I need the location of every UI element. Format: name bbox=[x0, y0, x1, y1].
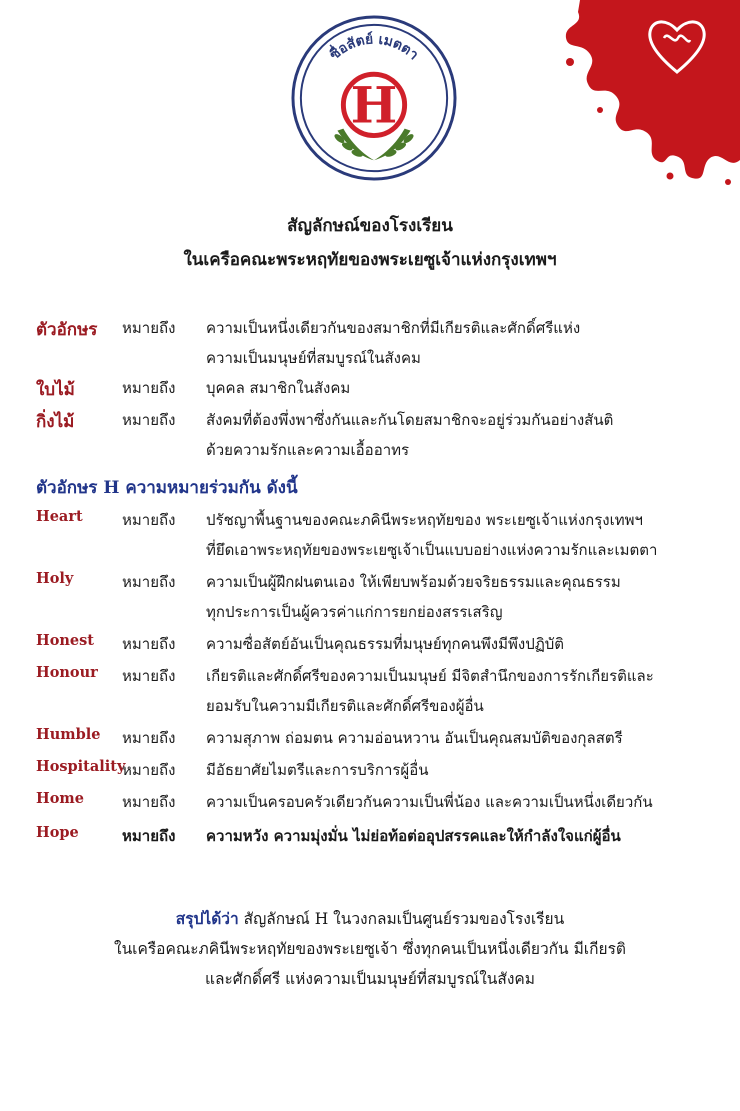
emblem-letter: H bbox=[350, 76, 398, 135]
h-word-row bbox=[0, 790, 740, 816]
symbol-row bbox=[0, 316, 740, 342]
symbol-desc: ความเป็นหนึ่งเดียวกันของสมาชิกที่มีเกียรติและศักดิ์ศรีแห่ง bbox=[206, 319, 581, 337]
h-word-desc: ความสุภาพ ถ่อมตน ความอ่อนหวาน อันเป็นคุณสมบัติของกุลสตรี bbox=[206, 729, 623, 747]
h-word-row bbox=[0, 508, 740, 534]
symbol-term: ตัวอักษร bbox=[36, 320, 98, 340]
symbol-desc: สังคมที่ต้องพึ่งพาซึ่งกันและกันโดยสมาชิกจะอยู่ร่วมกันอย่างสันติ bbox=[206, 411, 614, 429]
h-word-row-cont bbox=[0, 538, 740, 564]
h-word-row bbox=[0, 758, 740, 784]
h-word-row bbox=[0, 570, 740, 596]
symbol-row bbox=[0, 376, 740, 402]
symbol-term: ใบไม้ bbox=[36, 380, 75, 400]
h-word-term: Hospitality bbox=[36, 758, 126, 775]
h-word-row bbox=[0, 664, 740, 690]
h-word-term: Holy bbox=[36, 570, 74, 587]
h-word-desc: ความเป็นผู้ฝึกฝนตนเอง ให้เพียบพร้อมด้วยจริยธรรมและคุณธรรม bbox=[206, 573, 621, 591]
h-word-term: Humble bbox=[36, 726, 101, 743]
summary-line-1 bbox=[0, 906, 740, 931]
meaning-word: หมายถึง bbox=[122, 379, 176, 397]
meaning-word: หมายถึง bbox=[122, 729, 176, 747]
h-subheading: ตัวอักษร H ความหมายร่วมกัน ดังนี้ bbox=[36, 478, 298, 498]
meaning-word: หมายถึง bbox=[122, 667, 176, 685]
symbol-row-cont bbox=[0, 438, 740, 464]
h-word-row bbox=[0, 824, 740, 850]
summary-line-3: และศักดิ์ศรี แห่งความเป็นมนุษย์ที่สมบูรณ์ในสังคม bbox=[204, 970, 536, 988]
h-word-term: Home bbox=[36, 790, 84, 807]
h-word-row-cont bbox=[0, 600, 740, 626]
symbol-row bbox=[0, 408, 740, 434]
h-word-desc: ปรัชญาพื้นฐานของคณะภคินีพระหฤทัยของ พระเยซูเจ้าแห่งกรุงเทพฯ bbox=[206, 511, 643, 529]
symbol-term: กิ่งไม้ bbox=[36, 412, 75, 432]
meaning-word: หมายถึง bbox=[122, 573, 176, 591]
symbol-desc: ความเป็นมนุษย์ที่สมบูรณ์ในสังคม bbox=[206, 349, 421, 367]
h-word-term: Heart bbox=[36, 508, 83, 525]
emblem-motto: ซื่อสัตย์ เมตตา bbox=[326, 31, 422, 64]
h-word-row bbox=[0, 632, 740, 658]
symbol-desc: บุคคล สมาชิกในสังคม bbox=[206, 379, 351, 397]
meaning-word: หมายถึง bbox=[122, 635, 176, 653]
h-word-desc: ความหวัง ความมุ่งมั่น ไม่ย่อท้อต่ออุปสรรคและให้กำลังใจแก่ผู้อื่น bbox=[206, 827, 621, 845]
corner-heart-logo bbox=[540, 0, 740, 190]
title-line-2: ในเครือคณะพระหฤทัยของพระเยซูเจ้าแห่งกรุงเทพฯ bbox=[183, 250, 557, 270]
meaning-word: หมายถึง bbox=[122, 827, 176, 845]
h-word-desc: ทุกประการเป็นผู้ควรค่าแก่การยกย่องสรรเสริญ bbox=[206, 603, 503, 621]
meaning-word: หมายถึง bbox=[122, 793, 176, 811]
school-emblem bbox=[290, 14, 458, 182]
meaning-word: หมายถึง bbox=[122, 319, 176, 337]
h-word-term: Honour bbox=[36, 664, 98, 681]
meaning-word: หมายถึง bbox=[122, 411, 176, 429]
h-word-row bbox=[0, 726, 740, 752]
h-word-desc: ความเป็นครอบครัวเดียวกันความเป็นพี่น้อง และความเป็นหนึ่งเดียวกัน bbox=[206, 793, 653, 811]
h-word-desc: เกียรติและศักดิ์ศรีของความเป็นมนุษย์ มีจิตสำนึกของการรักเกียรติและ bbox=[206, 667, 654, 685]
meaning-word: หมายถึง bbox=[122, 511, 176, 529]
h-word-desc: มีอัธยาศัยไมตรีและการบริการผู้อื่น bbox=[206, 761, 429, 779]
title-line-1: สัญลักษณ์ของโรงเรียน bbox=[287, 216, 453, 236]
summary-text: สัญลักษณ์ H ในวงกลมเป็นศูนย์รวมของโรงเรียน bbox=[238, 910, 565, 928]
h-word-row-cont bbox=[0, 694, 740, 720]
summary-line-2: ในเครือคณะภคินีพระหฤทัยของพระเยซูเจ้า ซึ่งทุกคนเป็นหนึ่งเดียวกัน มีเกียรติ bbox=[114, 940, 626, 958]
h-word-term: Honest bbox=[36, 632, 94, 649]
h-word-desc: ที่ยึดเอาพระหฤทัยของพระเยซูเจ้าเป็นแบบอย่างแห่งความรักและเมตตา bbox=[206, 541, 658, 559]
symbol-desc: ด้วยความรักและความเอื้ออาทร bbox=[206, 441, 410, 459]
symbol-row-cont bbox=[0, 346, 740, 372]
meaning-word: หมายถึง bbox=[122, 761, 176, 779]
summary-lead: สรุปได้ว่า bbox=[175, 909, 239, 928]
h-word-term: Hope bbox=[36, 824, 79, 841]
h-word-desc: ความซื่อสัตย์อันเป็นคุณธรรมที่มนุษย์ทุกคนพึงมีพึงปฏิบัติ bbox=[206, 635, 565, 653]
h-word-desc: ยอมรับในความมีเกียรติและศักดิ์ศรีของผู้อื่น bbox=[206, 697, 484, 715]
